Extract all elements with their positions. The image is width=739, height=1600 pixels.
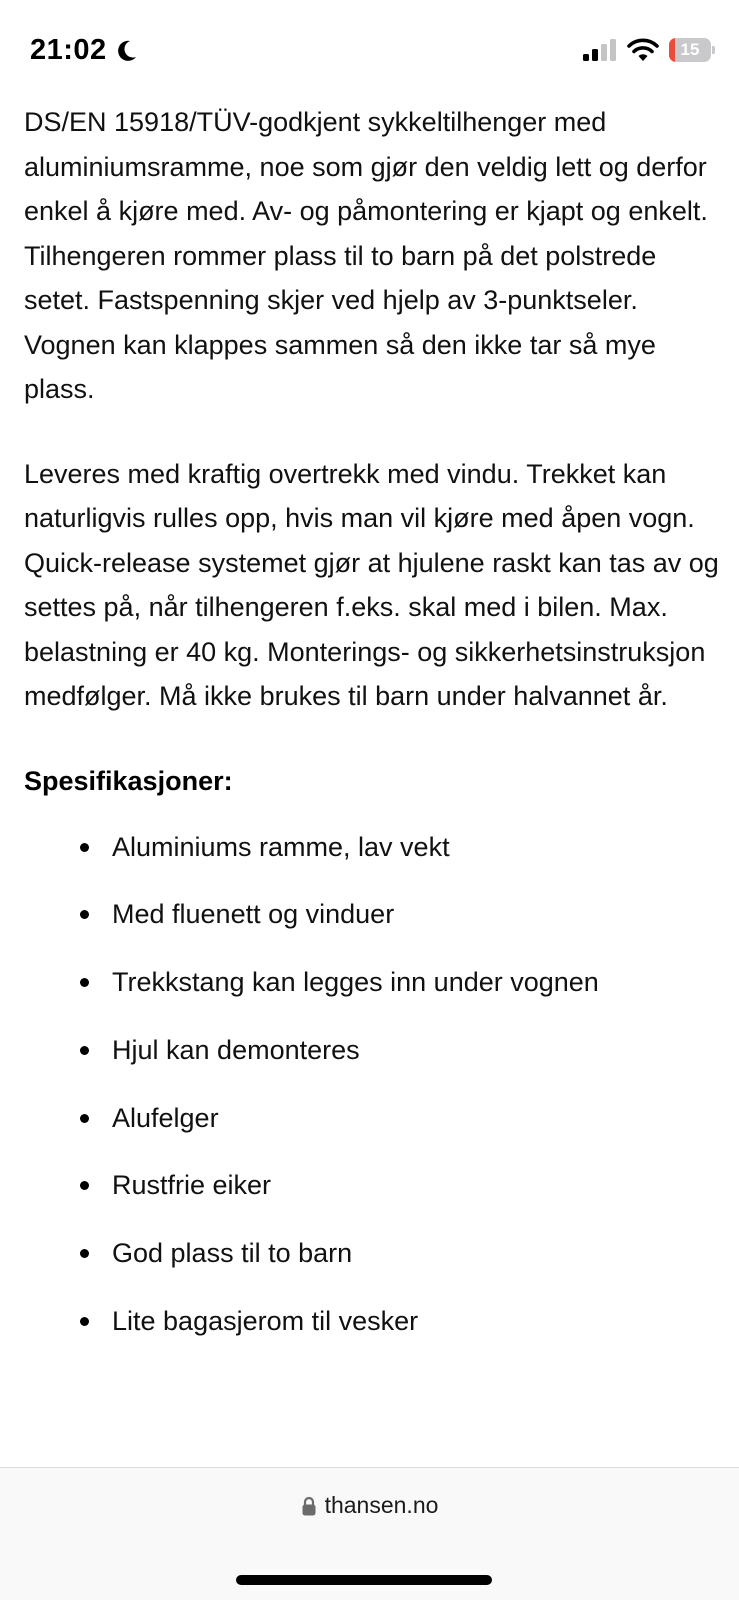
spec-text: Med fluenett og vinduer [112,899,395,930]
bullet-icon [80,978,89,987]
browser-bottom-bar [0,1467,739,1600]
spec-list-item [24,960,724,1028]
battery-icon [669,38,715,62]
battery-tip [712,46,715,54]
bullet-icon [80,1114,89,1123]
status-bar [0,0,739,100]
bullet-icon [80,1181,89,1190]
description-paragraph-1: DS/EN 15918/TÜV-godkjent sykkeltilhenger med aluminiumsramme, noe som gjør den veldig lett og derfor enkel å kjøre med. Av- og påmontering er kjapt og enkelt. Tilhengeren rommer plass til to barn på det polstrede setet. Fastspenning skjer ved hjelp av 3-punktseler. Vognen kan klappes sammen så den ikke tar så mye plass. [24,107,708,404]
spec-text: God plass til to barn [112,1238,353,1269]
spec-list-item [24,1028,724,1096]
spec-list-item [24,1231,724,1299]
spec-text: Trekkstang kan legges inn under vognen [112,967,599,998]
product-description [24,100,724,1367]
battery-body [669,38,711,62]
status-indicators [583,38,715,62]
bullet-icon [80,1249,89,1258]
bullet-icon [80,843,89,852]
specs-heading: Spesifikasjoner: [24,765,233,796]
spec-list-item [24,1299,724,1367]
spec-list-item [24,892,724,960]
spec-text: Rustfrie eiker [112,1170,272,1201]
bullet-icon [80,1046,89,1055]
spec-list-item [24,1163,724,1231]
status-time: 21:02 [30,34,107,66]
address-bar[interactable] [0,1492,739,1519]
spec-list-item [24,1096,724,1164]
spec-text: Lite bagasjerom til vesker [112,1306,419,1337]
wifi-icon [627,38,659,62]
bullet-icon [80,1317,89,1326]
spec-list-item [24,825,724,893]
specs-list [24,825,724,1367]
moon-icon [113,38,139,64]
description-paragraph-2: Leveres med kraftig overtrekk med vindu. Trekket kan naturligvis rulles opp, hvis man vil kjøre med åpen vogn. Quick-release systemet gjør at hjulene raskt kan tas av og settes på, når tilhengeren f.eks. skal med i bilen. Max. belastning er 40 kg. Monterings- og sikkerhetsinstruksjon medfølger. Må ikke brukes til barn under halvannet år. [24,458,719,711]
home-indicator[interactable] [236,1575,492,1585]
spec-text: Alufelger [112,1102,219,1133]
bullet-icon [80,910,89,919]
spec-text: Aluminiums ramme, lav vekt [112,831,450,862]
battery-percentage: 15 [680,40,700,59]
address-domain[interactable]: thansen.no [324,1492,439,1518]
lock-icon [301,1496,317,1516]
cellular-signal-icon [583,39,617,61]
spec-text: Hjul kan demonteres [112,1034,360,1065]
status-time-group [30,34,139,67]
